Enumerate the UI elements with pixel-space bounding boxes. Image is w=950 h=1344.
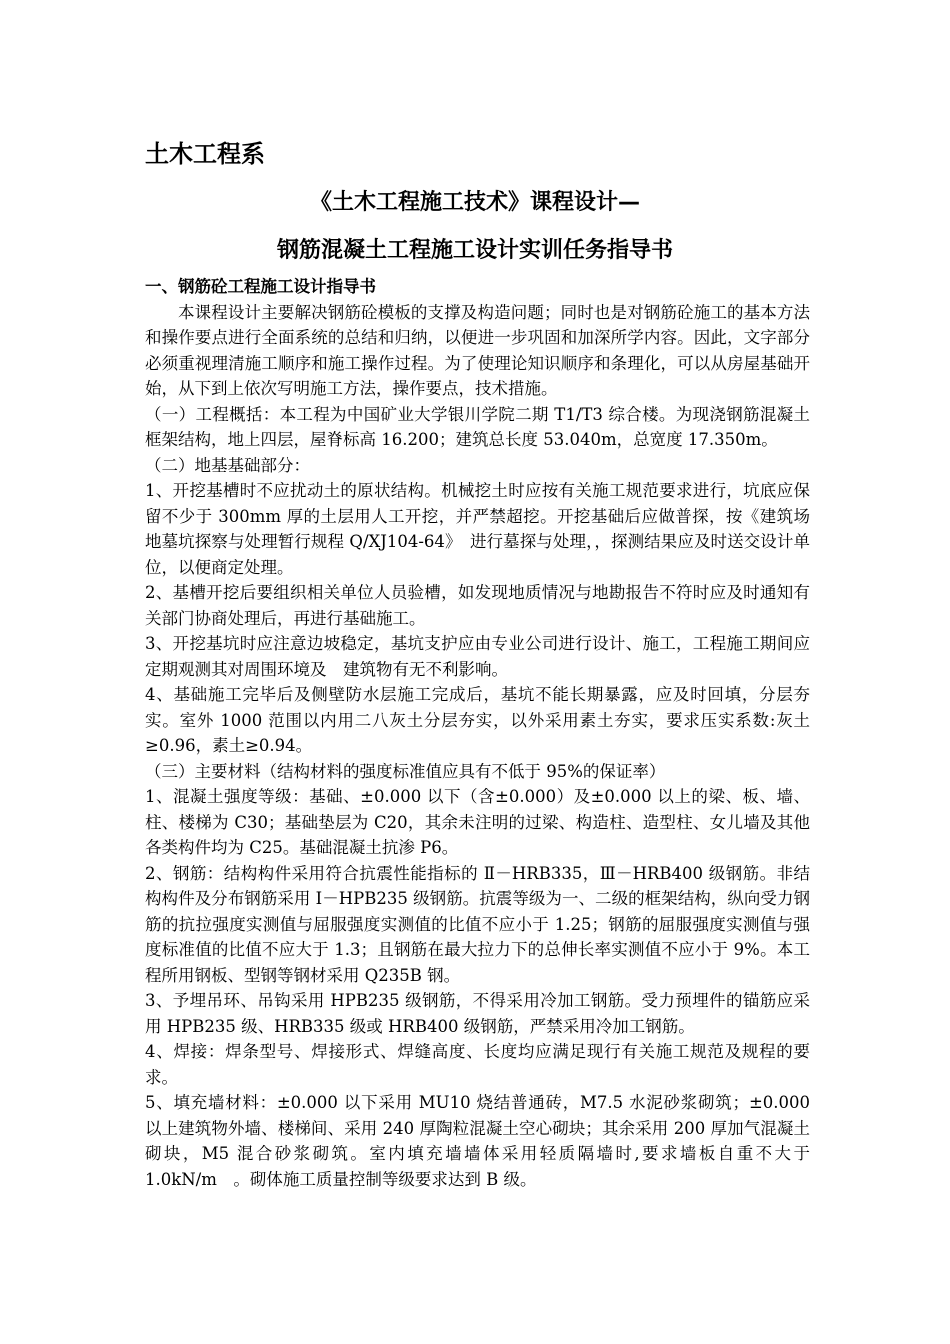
department-heading: 土木工程系 (145, 140, 265, 168)
foundation-item: 1、开挖基槽时不应扰动土的原状结构。机械挖土时应按有关施工规范要求进行，坑底应保留不少于 300mm 厚的土层用人工开挖，并严禁超挖。开挖基础后应做普探，按《建筑场地墓坑探察与处理暂行规程 Q/XJ104-64》 进行墓探与处理，，探测结果应及时送交设计单位，以便商定处理。 (145, 481, 810, 577)
materials-item: 2、钢筋：结构构件采用符合抗震性能指标的 Ⅱ－HRB335，Ⅲ－HRB400 级钢筋。非结构构件及分布钢筋采用 Ⅰ－HPB235 级钢筋。抗震等级为一、二级的框架结构，纵向受力钢筋的抗拉强度实测值与屈服强度实测值的比值不应小于 1.25；钢筋的屈服强度实测值与强度标准值的比值不应大于 1.3；且钢筋在最大拉力下的总伸长率实测值不应小于 9%。本工程所用钢板、型钢等钢材采用 Q235B 钢。 (145, 863, 810, 985)
materials-item: 5、填充墙材料：±0.000 以下采用 MU10 烧结普通砖，M7.5 水泥砂浆砌筑；±0.000 以上建筑物外墙、楼梯间、采用 240 厚陶粒混凝土空心砌块；其余采用 200 厚加气混凝土砌块，M5 混合砂浆砌筑。室内填充墙墙体采用轻质隔墙时,要求墙板自重不大于 1.0kN/m 。砌体施工质量控制等级要求达到 B 级。 (145, 1093, 810, 1189)
foundation-item: 4、基础施工完毕后及侧壁防水层施工完成后，基坑不能长期暴露，应及时回填，分层夯实。室外 1000 范围以内用二八灰土分层夯实，以外采用素土夯实，要求压实系数:灰土≥0.96，素土≥0.94。 (145, 685, 810, 755)
materials-heading: （三）主要材料（结构材料的强度标准值应具有不低于 95%的保证率） (145, 761, 666, 781)
materials-item: 4、焊接：焊条型号、焊接形式、焊缝高度、长度均应满足现行有关施工规范及规程的要求。 (145, 1042, 810, 1087)
materials-item: 1、混凝土强度等级：基础、±0.000 以下（含±0.000）及±0.000 以上的梁、板、墙、柱、楼梯为 C30；基础垫层为 C20，其余未注明的过梁、构造柱、造型柱、女儿墙及其他各类构件均为 C25。基础混凝土抗渗 P6。 (145, 787, 810, 857)
intro-paragraph: 本课程设计主要解决钢筋砼模板的支撑及构造问题；同时也是对钢筋砼施工的基本方法和操作要点进行全面系统的总结和归纳，以便进一步巩固和加深所学内容。因此，文字部分必须重视理清施工顺序和施工操作过程。为了使理论知识顺序和条理化，可以从房屋基础开始，从下到上依次写明施工方法，操作要点，技术措施。 (145, 302, 810, 398)
document-title: 钢筋混凝土工程施工设计实训任务指导书 (276, 238, 673, 263)
document-body (145, 274, 810, 1192)
foundation-heading: （二）地基基础部分： (145, 455, 310, 475)
section-heading: 一、钢筋砼工程施工设计指导书 (145, 277, 376, 296)
course-title: 《土木工程施工技术》课程设计— (309, 190, 640, 215)
foundation-item: 2、基槽开挖后要组织相关单位人员验槽，如发现地质情况与地勘报告不符时应及时通知有关部门协商处理后，再进行基础施工。 (145, 583, 810, 628)
materials-item: 3、予埋吊环、吊钩采用 HPB235 级钢筋，不得采用冷加工钢筋。受力预埋件的锚筋应采用 HPB235 级、HRB335 级或 HRB400 级钢筋，严禁采用冷加工钢筋。 (145, 991, 810, 1036)
foundation-item: 3、开挖基坑时应注意边坡稳定，基坑支护应由专业公司进行设计、施工，工程施工期间应定期观测其对周围环境及 建筑物有无不利影响。 (145, 634, 810, 679)
overview-paragraph: （一）工程概括：本工程为中国矿业大学银川学院二期 T1/T3 综合楼。为现浇钢筋混凝土框架结构，地上四层，屋脊标高 16.200；建筑总长度 53.040m，总宽度 17.350m。 (145, 404, 810, 449)
